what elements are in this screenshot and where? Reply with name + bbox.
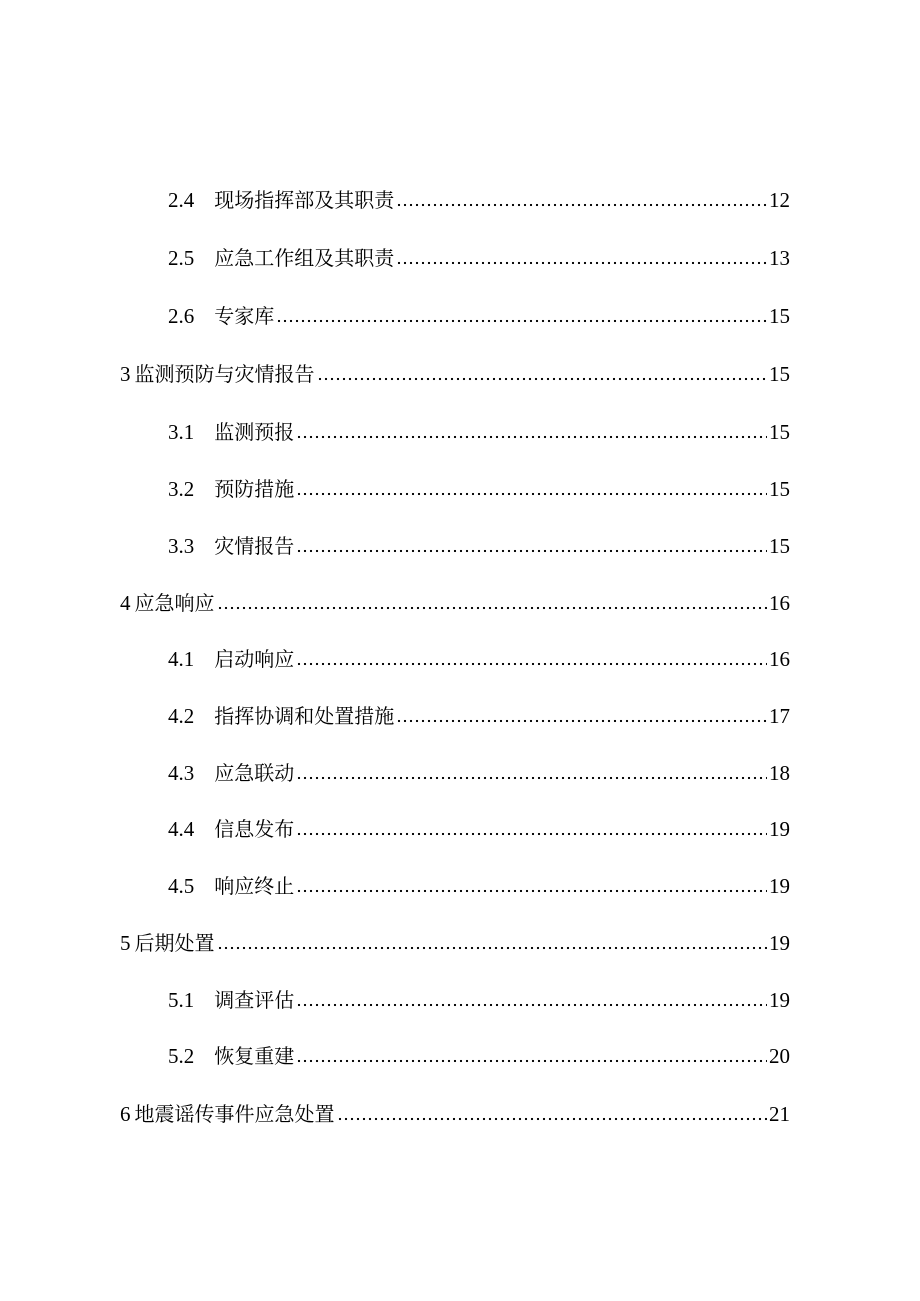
- toc-entry-3-3[interactable]: [168, 526, 790, 558]
- toc-entry-page: 15: [769, 477, 790, 501]
- toc-entry-title: 现场指挥部及其职责: [214, 188, 395, 212]
- toc-entry-page: 17: [769, 704, 790, 728]
- toc-dot-leader: [217, 606, 768, 610]
- toc-entry-title: 专家库: [214, 304, 275, 328]
- toc-entry-page: 19: [769, 988, 790, 1012]
- toc-entry-page: 21: [769, 1102, 790, 1126]
- toc-entry-number: 4: [120, 591, 131, 615]
- toc-entry-title: 应急响应: [134, 591, 215, 615]
- toc-entry-title: 调查评估: [214, 988, 295, 1012]
- toc-entry-number: 4.3: [168, 761, 195, 785]
- toc-dot-leader: [396, 203, 767, 207]
- toc-dot-leader: [296, 435, 767, 439]
- toc-entry-title: 应急工作组及其职责: [214, 246, 395, 270]
- toc-entry-page: 18: [769, 761, 790, 785]
- toc-entry-2-5[interactable]: [168, 238, 790, 270]
- toc-entry-2-6[interactable]: [168, 296, 790, 328]
- toc-entry-4-3[interactable]: [168, 753, 790, 785]
- toc-entry-number: 3: [120, 362, 131, 386]
- toc-entry-4[interactable]: [120, 583, 790, 615]
- toc-entry-number: 4.4: [168, 817, 195, 841]
- toc-entry-number: 2.4: [168, 188, 195, 212]
- toc-entry-title: 地震谣传事件应急处置: [134, 1102, 335, 1126]
- toc-entry-3-2[interactable]: [168, 469, 790, 501]
- toc-dot-leader: [296, 662, 767, 666]
- toc-entry-page: 13: [769, 246, 790, 270]
- toc-entry-title: 启动响应: [214, 647, 295, 671]
- toc-entry-title: 灾情报告: [214, 534, 295, 558]
- toc-dot-leader: [217, 946, 768, 950]
- toc-entry-number: 4.2: [168, 704, 195, 728]
- toc-dot-leader: [276, 319, 767, 323]
- toc-entry-6[interactable]: [120, 1094, 790, 1126]
- toc-entry-number: 4.1: [168, 647, 195, 671]
- toc-dot-leader: [296, 832, 767, 836]
- toc-dot-leader: [296, 492, 767, 496]
- toc-entry-4-1[interactable]: [168, 639, 790, 671]
- toc-entry-3[interactable]: [120, 354, 790, 386]
- toc-entry-number: 5.2: [168, 1044, 195, 1068]
- toc-entry-page: 15: [769, 534, 790, 558]
- toc-entry-title: 恢复重建: [214, 1044, 295, 1068]
- toc-entry-title: 指挥协调和处置措施: [214, 704, 395, 728]
- toc-entry-2-4[interactable]: [168, 180, 790, 212]
- toc-dot-leader: [396, 719, 767, 723]
- toc-entry-page: 20: [769, 1044, 790, 1068]
- toc-entry-title: 信息发布: [214, 817, 295, 841]
- toc-entry-page: 16: [769, 647, 790, 671]
- toc-dot-leader: [396, 261, 767, 265]
- toc-entry-number: 5.1: [168, 988, 195, 1012]
- toc-entry-number: 2.6: [168, 304, 195, 328]
- toc-entry-page: 15: [769, 420, 790, 444]
- toc-entry-title: 监测预报: [214, 420, 295, 444]
- toc-entry-page: 15: [769, 362, 790, 386]
- toc-entry-number: 4.5: [168, 874, 195, 898]
- toc-entry-number: 6: [120, 1102, 131, 1126]
- toc-entry-page: 16: [769, 591, 790, 615]
- toc-entry-5-2[interactable]: [168, 1036, 790, 1068]
- toc-entry-page: 12: [769, 188, 790, 212]
- toc-entry-number: 2.5: [168, 246, 195, 270]
- toc-entry-page: 19: [769, 817, 790, 841]
- toc-entry-number: 3.2: [168, 477, 195, 501]
- toc-entry-title: 响应终止: [214, 874, 295, 898]
- toc-dot-leader: [337, 1117, 768, 1121]
- toc-dot-leader: [296, 549, 767, 553]
- toc-entry-5-1[interactable]: [168, 980, 790, 1012]
- toc-entry-number: 3.1: [168, 420, 195, 444]
- toc-entry-title: 应急联动: [214, 761, 295, 785]
- toc-entry-page: 19: [769, 874, 790, 898]
- toc-entry-number: 5: [120, 931, 131, 955]
- toc-entry-number: 3.3: [168, 534, 195, 558]
- toc-dot-leader: [296, 1059, 767, 1063]
- toc-entry-4-4[interactable]: [168, 809, 790, 841]
- toc-entry-4-2[interactable]: [168, 696, 790, 728]
- toc-entry-page: 19: [769, 931, 790, 955]
- toc-entry-page: 15: [769, 304, 790, 328]
- toc-dot-leader: [296, 776, 767, 780]
- toc-entry-4-5[interactable]: [168, 866, 790, 898]
- toc-dot-leader: [296, 1003, 767, 1007]
- toc-dot-leader: [317, 377, 768, 381]
- toc-entry-title: 预防措施: [214, 477, 295, 501]
- toc-entry-title: 后期处置: [134, 931, 215, 955]
- toc-entry-5[interactable]: [120, 923, 790, 955]
- toc-entry-3-1[interactable]: [168, 412, 790, 444]
- toc-entry-title: 监测预防与灾情报告: [134, 362, 315, 386]
- toc-dot-leader: [296, 889, 767, 893]
